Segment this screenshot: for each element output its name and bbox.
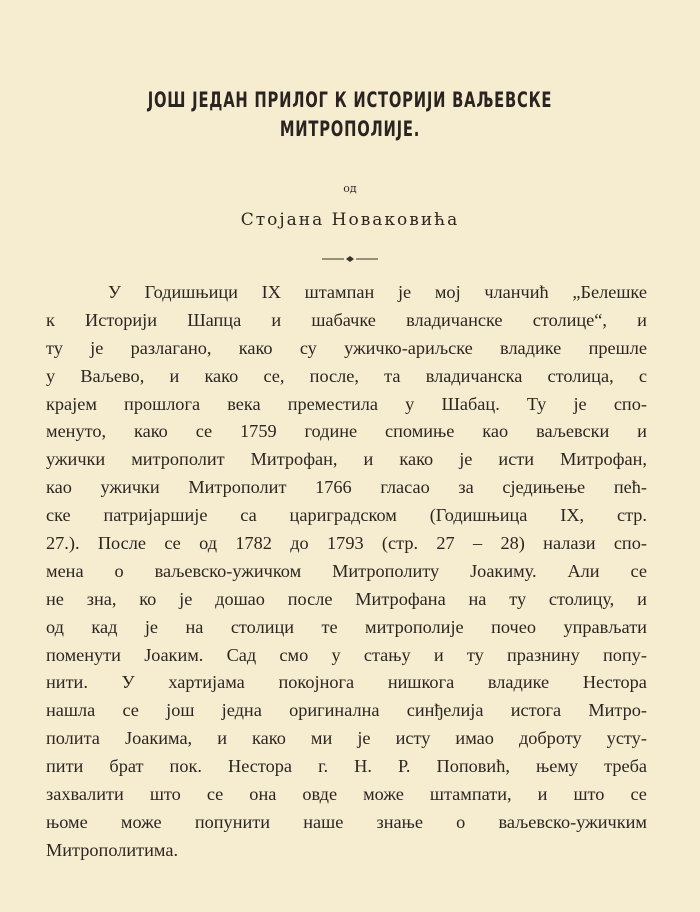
word: у	[331, 644, 341, 665]
word: наше	[303, 811, 344, 832]
word: У	[121, 672, 135, 693]
text-line	[46, 279, 647, 307]
word: (стр.	[381, 533, 419, 554]
word: ужички	[46, 449, 106, 470]
word: зна,	[86, 588, 117, 609]
word: како	[238, 337, 273, 358]
word: смо	[279, 644, 309, 665]
word: 1793	[327, 533, 364, 554]
word: имао	[455, 728, 494, 749]
word: од	[199, 533, 218, 554]
word: владичанске	[406, 309, 503, 330]
text-line	[46, 781, 647, 809]
word: ко	[139, 588, 157, 609]
word: нашла	[46, 700, 96, 721]
article-title-line-1: ЈОШ ЈЕДАН ПРИЛОГ К ИСТОРИЈИ ВАЉЕВСКЕ	[147, 88, 553, 112]
word: налази	[543, 533, 596, 554]
word: нити.	[46, 672, 88, 693]
word: је	[459, 449, 473, 470]
word: владичанска	[425, 365, 523, 386]
article-body	[46, 279, 647, 865]
word: као	[482, 421, 509, 442]
word: доброту	[518, 728, 582, 749]
word: владике	[487, 672, 550, 693]
text-line	[46, 725, 647, 753]
word: овде	[302, 784, 338, 805]
text-line	[46, 642, 647, 670]
word: што	[573, 784, 605, 805]
word: хартијама	[168, 672, 245, 693]
word: стању	[363, 644, 411, 665]
word: попунити	[194, 811, 271, 832]
word: је	[144, 616, 159, 637]
text-line	[46, 502, 647, 530]
word: до	[290, 533, 309, 554]
word: столицу,	[548, 588, 615, 609]
word: и	[433, 644, 444, 665]
word: како	[133, 421, 168, 442]
word: Нестора	[582, 672, 647, 693]
ornament-divider	[0, 250, 700, 269]
word: Али	[567, 560, 600, 581]
word: и	[637, 421, 647, 442]
text-line	[46, 586, 647, 614]
word: у	[405, 393, 415, 414]
word: ми	[310, 728, 333, 749]
word: је	[573, 393, 587, 414]
word: Н.	[354, 756, 372, 777]
word: једна	[221, 700, 262, 721]
word: ужички	[100, 477, 160, 498]
word: празнину	[506, 644, 580, 665]
word: с	[638, 365, 647, 386]
word: почео	[491, 616, 537, 637]
word: ваљевско-ужичком	[154, 560, 302, 581]
word: Јоакиму.	[470, 560, 537, 581]
word: к	[46, 309, 55, 330]
word: IX	[261, 282, 281, 302]
word: треба	[604, 756, 647, 777]
word: штампати,	[429, 784, 512, 805]
word: мена	[46, 560, 84, 581]
word: 27	[436, 533, 455, 554]
text-line	[46, 418, 647, 446]
text-line	[46, 335, 647, 363]
word: Шабац.	[441, 393, 500, 414]
byline-preposition: од	[343, 182, 357, 195]
word: знање	[376, 811, 423, 832]
word: усту-	[606, 728, 647, 749]
text-line	[46, 669, 647, 697]
word: 1782	[235, 533, 272, 554]
word: ваљевски	[536, 421, 610, 442]
word: синђелија	[406, 700, 484, 721]
word: спо-	[613, 393, 647, 414]
word: та	[384, 365, 401, 386]
text-line	[46, 530, 647, 558]
word: и	[637, 588, 647, 609]
word: столици	[230, 616, 295, 637]
text-line	[46, 363, 647, 391]
word: се	[122, 700, 139, 721]
word: 1766	[315, 477, 352, 498]
word: крајем	[46, 393, 97, 414]
word: века	[227, 393, 261, 414]
text-line	[46, 474, 647, 502]
word: исту	[395, 728, 431, 749]
word: за	[458, 477, 474, 498]
word: Сад	[226, 644, 257, 665]
word: митрополит	[131, 449, 225, 470]
word: ту	[466, 644, 484, 665]
word: покојнога	[278, 672, 355, 693]
word: мој	[434, 282, 461, 302]
word: дошао	[215, 588, 265, 609]
word: не	[46, 588, 64, 609]
word: може	[120, 811, 162, 832]
word: штампан	[304, 282, 375, 302]
word: како	[252, 728, 286, 749]
word: Митро-	[588, 700, 647, 721]
text-line	[46, 697, 647, 725]
word: у	[46, 365, 56, 386]
word: ту	[46, 337, 63, 358]
word: и	[537, 784, 548, 805]
word: може	[363, 784, 404, 805]
word: године	[304, 421, 358, 442]
word: поменути	[46, 644, 121, 665]
word: митрополије	[365, 616, 464, 637]
word: г.	[318, 756, 329, 777]
text-line	[46, 837, 647, 865]
word: се	[206, 784, 224, 805]
word: Митрофан,	[560, 449, 647, 470]
word: брат	[109, 756, 144, 777]
word: владике	[500, 337, 562, 358]
word: Митрофана	[355, 588, 446, 609]
word: Јоакима,	[124, 728, 193, 749]
author-name: Стојана Новаковића	[240, 210, 460, 230]
word: полита	[46, 728, 100, 749]
word: су	[299, 337, 317, 358]
word: ваљевско-ужичким	[498, 811, 647, 832]
word: ске	[46, 505, 71, 526]
word: се	[164, 533, 181, 554]
word: Јоаким.	[144, 644, 204, 665]
text-line	[46, 558, 647, 586]
word: Митрофан,	[250, 449, 338, 470]
word: је	[357, 728, 371, 749]
word: њему	[536, 756, 579, 777]
word: Ваљево,	[80, 365, 145, 386]
word: још	[166, 700, 195, 721]
word: прешле	[588, 337, 647, 358]
decorative-rule-icon	[320, 253, 380, 265]
word: захвалити	[46, 784, 124, 805]
word: У	[108, 282, 121, 302]
word: спомиње	[385, 421, 455, 442]
word: после,	[309, 365, 359, 386]
word: се	[630, 784, 647, 805]
word: спо-	[613, 533, 647, 554]
word: „Белешке	[572, 282, 647, 302]
word: прошлога	[124, 393, 201, 414]
word: 28)	[500, 533, 525, 554]
word: пећ-	[613, 477, 647, 498]
word: о	[114, 560, 124, 581]
word: сједињење	[502, 477, 586, 498]
word: је	[179, 588, 193, 609]
word: шабачке	[311, 309, 376, 330]
word: на	[468, 588, 487, 609]
word: и	[217, 728, 227, 749]
word: столице“,	[532, 309, 607, 330]
word: 1759	[240, 421, 277, 442]
word: ужичко-ариљске	[344, 337, 473, 358]
word: пок.	[169, 756, 202, 777]
word: нишкога	[387, 672, 455, 693]
word: како	[399, 449, 434, 470]
word: менуто,	[46, 421, 107, 442]
word: Нестора	[228, 756, 293, 777]
article-title-line-2: МИТРОПОЛИЈЕ.	[279, 117, 421, 141]
word: Поповић,	[436, 756, 510, 777]
word: Шапца	[187, 309, 242, 330]
word: после	[287, 588, 333, 609]
word: разлагано,	[130, 337, 212, 358]
word: исти	[498, 449, 535, 470]
word: што	[149, 784, 181, 805]
word: столица,	[547, 365, 614, 386]
word: се,	[263, 365, 285, 386]
word: ту	[509, 588, 527, 609]
word: са	[240, 505, 257, 526]
text-line	[46, 307, 647, 335]
word: –	[473, 533, 483, 554]
word: истога	[510, 700, 562, 721]
word: Годишњици	[144, 282, 238, 302]
word: о	[456, 811, 466, 832]
word: се	[195, 421, 213, 442]
word: као	[46, 477, 72, 498]
word: стр.	[616, 505, 647, 526]
word: и	[271, 309, 282, 330]
word: преместила	[287, 393, 379, 414]
word: пити	[46, 756, 84, 777]
word: 27.).	[46, 533, 80, 554]
word: кад	[91, 616, 118, 637]
text-line	[46, 809, 647, 837]
word: она	[249, 784, 277, 805]
word: попу-	[602, 644, 647, 665]
word: Митрополитима.	[46, 839, 179, 860]
word: те	[321, 616, 338, 637]
word: и	[363, 449, 374, 470]
word: је	[90, 337, 104, 358]
word: Митрополит	[188, 477, 287, 498]
text-line	[46, 614, 647, 642]
word: од	[46, 616, 64, 637]
text-line	[46, 753, 647, 781]
word: IX,	[560, 505, 585, 526]
word: чланчић	[484, 282, 549, 302]
word: и	[169, 365, 180, 386]
word: како	[204, 365, 239, 386]
word: се	[630, 560, 647, 581]
text-line	[46, 391, 647, 419]
word: Митрополиту	[332, 560, 440, 581]
word: гласао	[380, 477, 430, 498]
word: После	[97, 533, 146, 554]
word: је	[397, 282, 412, 302]
word: Ту	[526, 393, 547, 414]
word: на	[185, 616, 204, 637]
word: и	[637, 309, 647, 330]
word: Р.	[398, 756, 411, 777]
word: (Годишњица	[429, 505, 528, 526]
word: цариградском	[289, 505, 397, 526]
word: оригинална	[289, 700, 380, 721]
word: управљати	[563, 616, 647, 637]
word: патријаршије	[103, 505, 208, 526]
word: Историји	[85, 309, 158, 330]
word: њоме	[46, 811, 88, 832]
text-line	[46, 446, 647, 474]
